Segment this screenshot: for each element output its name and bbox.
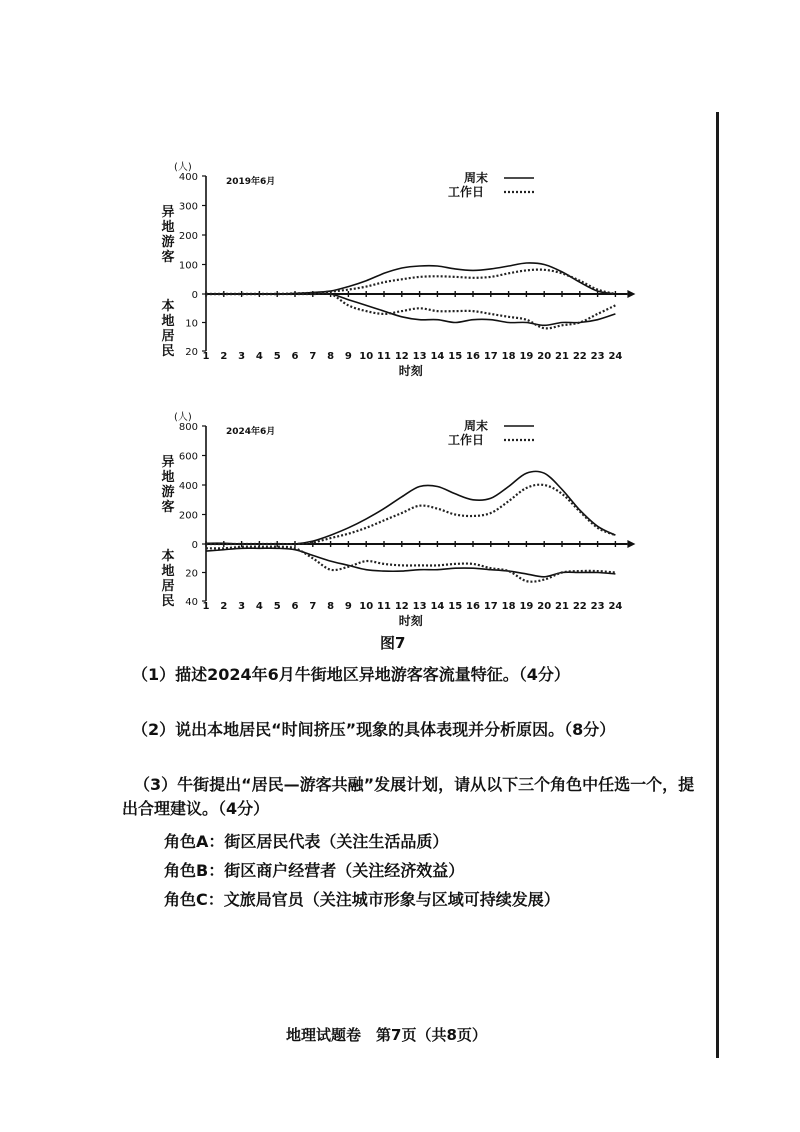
x-tick-label: 16 bbox=[466, 351, 480, 362]
x-tick-label: 17 bbox=[483, 351, 498, 362]
chart-date-label: 2024年6月 bbox=[226, 427, 276, 437]
x-tick-label: 20 bbox=[537, 601, 552, 612]
x-axis-arrow bbox=[627, 290, 635, 298]
x-tick-label: 7 bbox=[309, 601, 317, 612]
series-line-upper-weekend bbox=[206, 471, 615, 544]
x-tick-label: 5 bbox=[273, 601, 281, 612]
y-tick-label-upper: 200 bbox=[178, 231, 198, 242]
x-tick-label: 19 bbox=[519, 351, 534, 362]
lower-axis-label-char: 居 bbox=[161, 329, 175, 344]
x-tick-label: 19 bbox=[519, 601, 534, 612]
legend-label-weekend: 周末 bbox=[464, 171, 489, 185]
x-tick-label: 1 bbox=[202, 601, 210, 612]
x-tick-label: 14 bbox=[430, 351, 445, 362]
y-tick-label-upper: 0 bbox=[191, 540, 198, 551]
x-axis-arrow bbox=[627, 540, 635, 548]
lower-axis-label-char: 地 bbox=[161, 314, 175, 329]
x-tick-label: 18 bbox=[501, 601, 516, 612]
x-tick-label: 20 bbox=[537, 351, 552, 362]
chart-2024 bbox=[0, 400, 800, 640]
x-tick-label: 12 bbox=[394, 601, 409, 612]
unit-label: (人) bbox=[174, 162, 192, 173]
x-tick-label: 21 bbox=[555, 351, 569, 362]
x-tick-label: 9 bbox=[344, 601, 352, 612]
y-tick-label-upper: 600 bbox=[178, 451, 198, 463]
x-tick-label: 11 bbox=[377, 351, 391, 362]
lower-axis-label-char: 民 bbox=[161, 344, 175, 359]
x-tick-label: 24 bbox=[608, 601, 623, 612]
chart-2019 bbox=[0, 150, 800, 390]
upper-axis-label-char: 客 bbox=[161, 250, 175, 265]
figure-caption: 图7 bbox=[380, 634, 406, 652]
question-1: （1）描述2024年6月牛街地区异地游客客流量特征。（4分） bbox=[132, 665, 570, 684]
x-tick-label: 15 bbox=[448, 351, 463, 362]
x-tick-label: 23 bbox=[590, 351, 605, 362]
upper-axis-label-char: 异 bbox=[161, 455, 175, 470]
x-tick-label: 23 bbox=[590, 601, 605, 612]
x-tick-label: 22 bbox=[572, 351, 587, 362]
y-tick-label-upper: 300 bbox=[178, 201, 198, 213]
series-line-lower-weekday bbox=[206, 547, 615, 582]
legend-label-weekend: 周末 bbox=[464, 419, 489, 433]
y-tick-label-upper: 400 bbox=[178, 172, 198, 183]
role-a: 角色A：街区居民代表（关注生活品质） bbox=[164, 832, 449, 851]
y-tick-label-upper: 100 bbox=[178, 260, 198, 272]
x-tick-label: 4 bbox=[255, 601, 263, 612]
lower-axis-label-char: 本 bbox=[161, 299, 175, 314]
chart-date-label: 2019年6月 bbox=[226, 177, 276, 187]
y-tick-label-lower: 20 bbox=[185, 568, 198, 580]
x-tick-label: 3 bbox=[238, 351, 246, 362]
upper-axis-label-char: 游 bbox=[161, 485, 175, 500]
y-tick-label-upper: 0 bbox=[191, 290, 198, 301]
question-3: （3）牛街提出“居民—游客共融”发展计划，请从以下三个角色中任选一个，提出合理建议。（4分） bbox=[122, 775, 695, 818]
upper-axis-label-char: 游 bbox=[161, 235, 175, 250]
x-tick-label: 6 bbox=[291, 351, 299, 362]
lower-axis-label-char: 本 bbox=[161, 549, 175, 564]
x-tick-label: 8 bbox=[327, 351, 335, 362]
role-c: 角色C：文旅局官员（关注城市形象与区域可持续发展） bbox=[164, 890, 560, 909]
x-tick-label: 13 bbox=[412, 601, 427, 612]
x-tick-label: 7 bbox=[309, 351, 317, 362]
upper-axis-label-char: 异 bbox=[161, 205, 175, 220]
upper-axis-label-char: 地 bbox=[161, 470, 175, 485]
x-tick-label: 17 bbox=[483, 601, 498, 612]
x-tick-label: 24 bbox=[608, 351, 623, 362]
lower-axis-label-char: 居 bbox=[161, 579, 175, 594]
x-tick-label: 11 bbox=[377, 601, 391, 612]
x-tick-label: 8 bbox=[327, 601, 335, 612]
lower-axis-label-char: 地 bbox=[161, 564, 175, 579]
x-tick-label: 15 bbox=[448, 601, 463, 612]
upper-axis-label-char: 地 bbox=[161, 220, 175, 235]
x-tick-label: 22 bbox=[572, 601, 587, 612]
x-tick-label: 21 bbox=[555, 601, 569, 612]
x-axis-label: 时刻 bbox=[398, 614, 423, 628]
legend-label-weekday: 工作日 bbox=[448, 185, 485, 199]
series-line-lower-weekend bbox=[206, 548, 615, 577]
x-tick-label: 9 bbox=[344, 351, 352, 362]
page-footer: 地理试题卷 第7页（共8页） bbox=[286, 1026, 487, 1044]
x-tick-label: 2 bbox=[220, 351, 228, 362]
series-line-upper-weekday bbox=[206, 485, 615, 544]
x-axis-label: 时刻 bbox=[398, 364, 423, 378]
unit-label: (人) bbox=[174, 412, 192, 423]
y-tick-label-upper: 800 bbox=[178, 422, 198, 433]
x-tick-label: 14 bbox=[430, 601, 445, 612]
y-tick-label-lower: 20 bbox=[185, 347, 198, 358]
x-tick-label: 1 bbox=[202, 351, 210, 362]
legend-label-weekday: 工作日 bbox=[448, 433, 485, 447]
x-tick-label: 3 bbox=[238, 601, 246, 612]
x-tick-label: 16 bbox=[466, 601, 480, 612]
x-tick-label: 5 bbox=[273, 351, 281, 362]
x-tick-label: 13 bbox=[412, 351, 427, 362]
x-tick-label: 6 bbox=[291, 601, 299, 612]
upper-axis-label-char: 客 bbox=[161, 500, 175, 515]
y-tick-label-upper: 200 bbox=[178, 510, 198, 522]
series-line-upper-weekday bbox=[206, 270, 615, 294]
x-tick-label: 2 bbox=[220, 601, 228, 612]
question-2: （2）说出本地居民“时间挤压”现象的具体表现并分析原因。（8分） bbox=[132, 720, 616, 739]
y-tick-label-lower: 10 bbox=[185, 318, 198, 330]
y-tick-label-lower: 40 bbox=[185, 597, 198, 608]
lower-axis-label-char: 民 bbox=[161, 594, 175, 609]
role-b: 角色B：街区商户经营者（关注经济效益） bbox=[164, 861, 465, 880]
y-tick-label-upper: 400 bbox=[178, 481, 198, 492]
x-tick-label: 18 bbox=[501, 351, 516, 362]
x-tick-label: 10 bbox=[359, 601, 374, 612]
x-tick-label: 10 bbox=[359, 351, 374, 362]
x-tick-label: 12 bbox=[394, 351, 409, 362]
x-tick-label: 4 bbox=[255, 351, 263, 362]
